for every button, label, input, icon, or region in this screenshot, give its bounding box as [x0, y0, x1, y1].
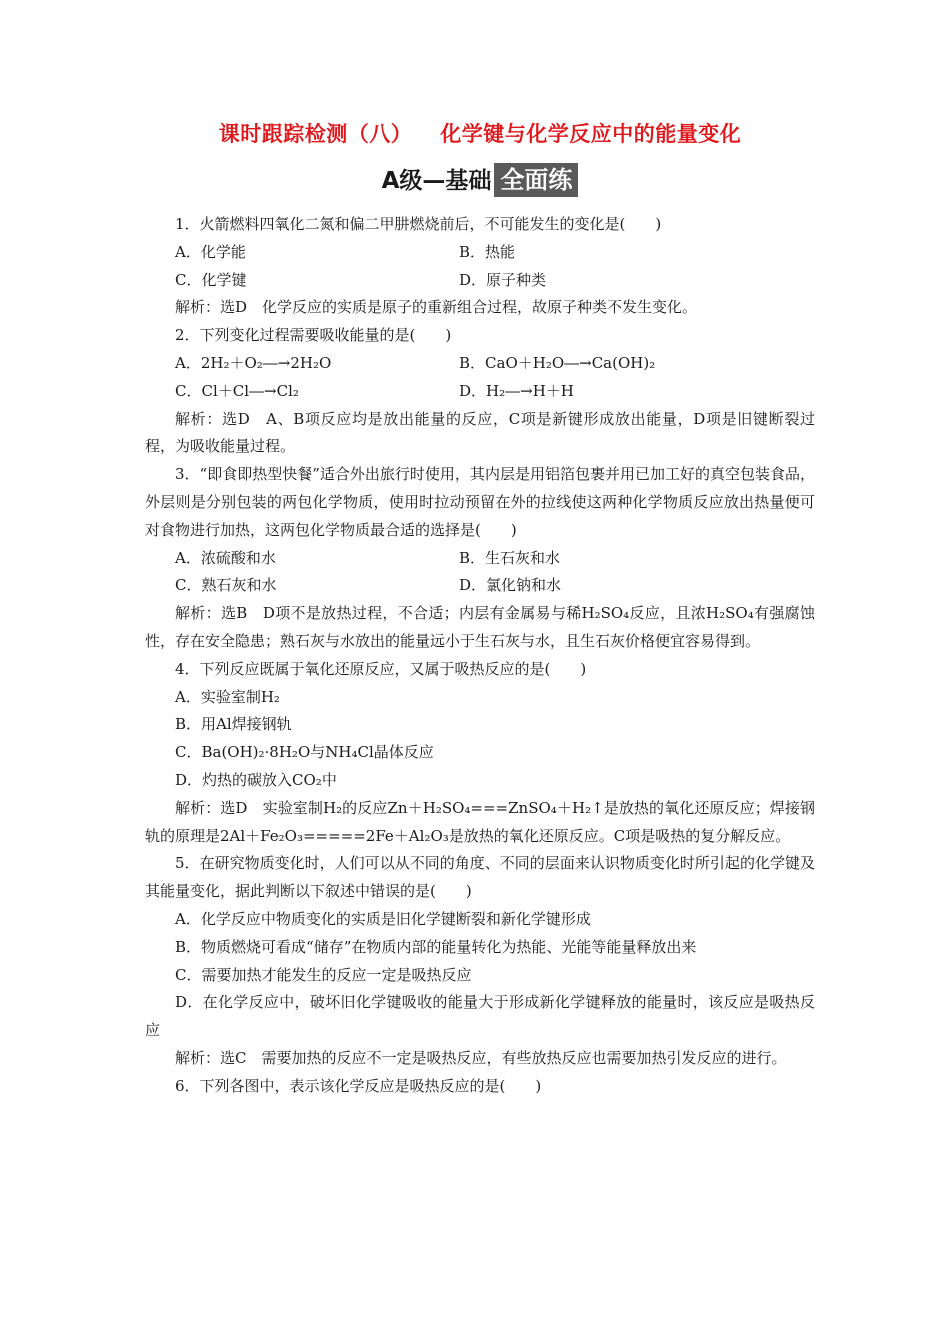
option-d: D．氯化钠和水 — [459, 576, 562, 595]
question-2-analysis: 解析：选D A、B项反应均是放出能量的反应，C项是新键形成放出能量，D项是旧键断裂过程，为吸收能量过程。 — [145, 409, 815, 456]
question-5-stem: 5．在研究物质变化时，人们可以从不同的角度、不同的层面来认识物质变化时所引起的化学键及其能量变化，据此判断以下叙述中错误的是( ) — [145, 854, 815, 901]
option-d: D．灼热的碳放入CO₂中 — [175, 770, 337, 789]
option-c: C．Ba(OH)₂·8H₂O与NH₄Cl晶体反应 — [175, 743, 434, 762]
option-b: B．用Al焊接钢轨 — [175, 715, 292, 734]
option-a: A．浓硫酸和水 — [175, 548, 276, 567]
question-2-options-row-1 — [145, 350, 815, 378]
question-1-options-row-2 — [145, 267, 815, 295]
question-2-stem: 2．下列变化过程需要吸收能量的是( ) — [175, 326, 452, 345]
question-1-analysis: 解析：选D 化学反应的实质是原子的重新组合过程，故原子种类不发生变化。 — [175, 298, 698, 317]
option-b: B．热能 — [459, 242, 516, 261]
option-b: B．物质燃烧可看成“储存”在物质内部的能量转化为热能、光能等能量释放出来 — [175, 937, 697, 956]
option-a: A．2H₂＋O₂―→2H₂O — [175, 353, 332, 372]
option-d: D．H₂―→H＋H — [459, 381, 574, 400]
option-c: C．Cl＋Cl―→Cl₂ — [175, 381, 299, 400]
option-c: C．熟石灰和水 — [175, 576, 277, 595]
question-1-options-row-1 — [145, 239, 815, 267]
question-3-options-row-1 — [145, 545, 815, 573]
question-5-analysis: 解析：选C 需要加热的反应不一定是吸热反应，有些放热反应也需要加热引发反应的进行。 — [175, 1048, 787, 1067]
level-text: A级—基础 — [381, 168, 492, 194]
option-d: D．在化学反应中，破坏旧化学键吸收的能量大于形成新化学键释放的能量时，该反应是吸热反应 — [145, 993, 815, 1040]
option-b: B．CaO＋H₂O―→Ca(OH)₂ — [459, 353, 656, 372]
question-4-analysis: 解析：选D 实验室制H₂的反应Zn＋H₂SO₄===ZnSO₄＋H₂↑是放热的氧化还原反应；焊接钢轨的原理是2Al＋Fe₂O₃=====2Fe＋Al₂O₃是放热的氧化还原反应。C项是吸热的复分解反应。 — [145, 798, 815, 845]
title-part-2: 化学键与化学反应中的能量变化 — [440, 122, 742, 146]
option-a: A．化学反应中物质变化的实质是旧化学键断裂和新化学键形成 — [175, 909, 591, 928]
question-1-stem: 1．火箭燃料四氧化二氮和偏二甲肼燃烧前后，不可能发生的变化是( ) — [175, 215, 662, 233]
option-c: C．需要加热才能发生的反应一定是吸热反应 — [175, 965, 472, 984]
option-a: A．实验室制H₂ — [175, 687, 280, 706]
question-6-stem: 6．下列各图中，表示该化学反应是吸热反应的是( ) — [175, 1076, 542, 1095]
question-4-stem: 4．下列反应既属于氧化还原反应，又属于吸热反应的是( ) — [175, 659, 587, 678]
option-c: C．化学键 — [175, 270, 247, 289]
option-b: B．生石灰和水 — [459, 548, 561, 567]
option-d: D．原子种类 — [459, 270, 547, 289]
page-title — [145, 118, 815, 148]
option-a: A．化学能 — [175, 242, 246, 261]
level-heading — [145, 162, 815, 197]
question-3-analysis: 解析：选B D项不是放热过程，不合适；内层有金属易与稀H₂SO₄反应，且浓H₂SO₄有强腐蚀性，存在安全隐患；熟石灰与水放出的能量远小于生石灰与水，且生石灰价格便宜容易得到。 — [145, 604, 815, 650]
question-3-stem: 3．“即食即热型快餐”适合外出旅行时使用，其内层是用铝箔包裹并用已加工好的真空包装食品，外层则是分别包装的两包化学物质，使用时拉动预留在外的拉线使这两种化学物质反应放出热量便可对食物进行加热，这两包化学物质最合适的选择是( ) — [145, 465, 815, 539]
level-box: 全面练 — [494, 163, 578, 197]
question-3-options-row-2 — [145, 572, 815, 600]
question-content — [145, 211, 815, 1101]
title-part-1: 课时跟踪检测（八） — [218, 122, 413, 146]
question-2-options-row-2 — [145, 378, 815, 406]
